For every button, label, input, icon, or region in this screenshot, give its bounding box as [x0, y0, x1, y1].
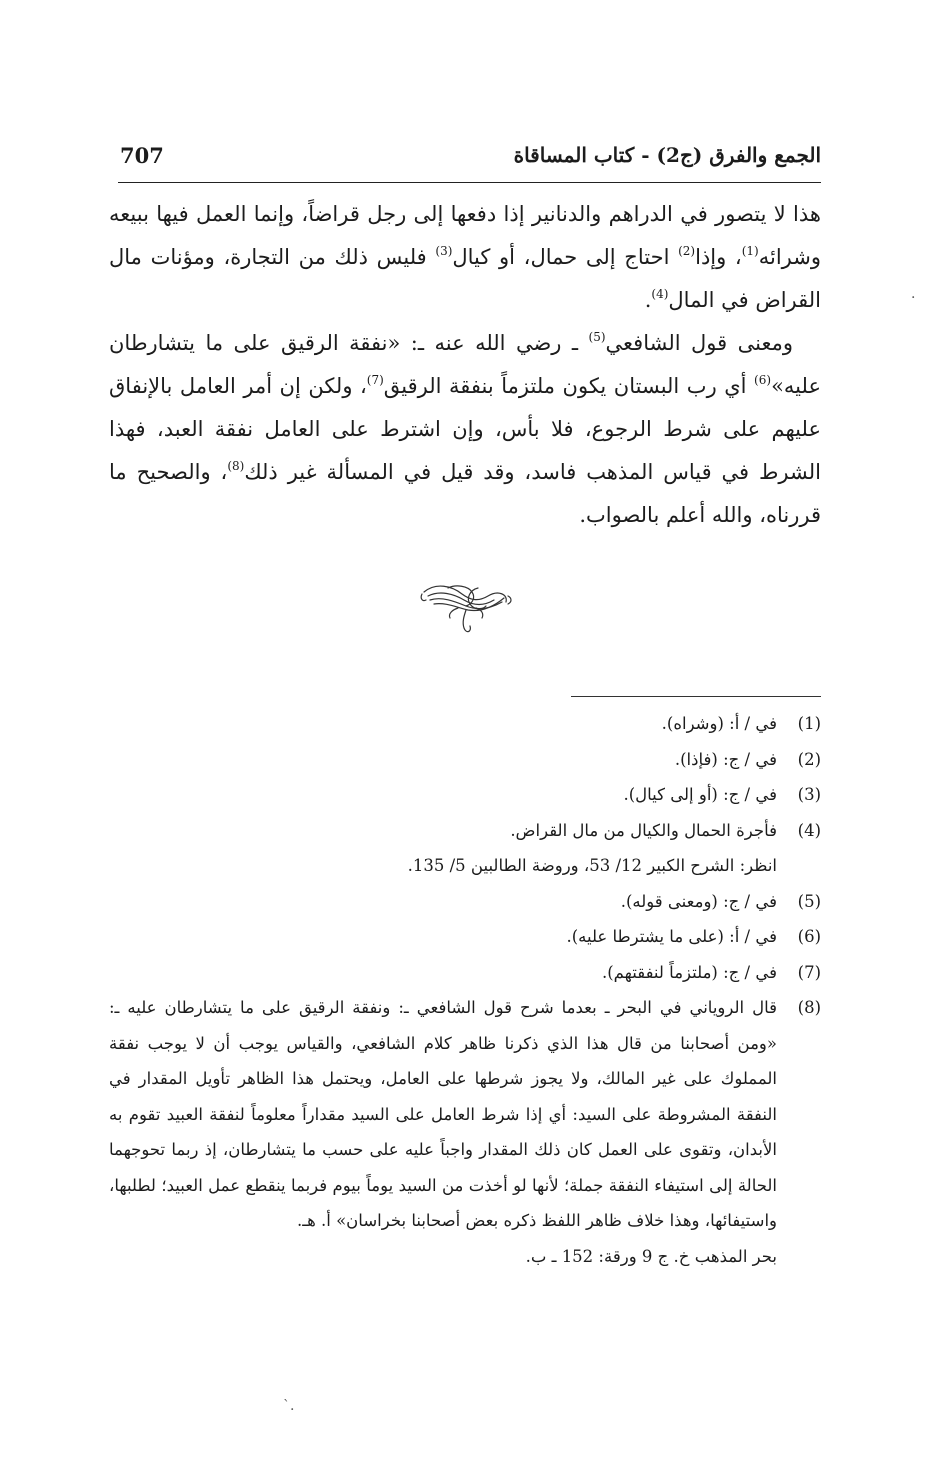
text-run: احتاج إلى حمال، أو كيال	[452, 245, 679, 269]
footnote-1	[109, 706, 821, 742]
footnote-5	[109, 884, 821, 920]
footnote-7	[109, 955, 821, 991]
header-rule	[118, 182, 821, 183]
footnote-number: (7)	[797, 962, 821, 982]
footnote-ref-2: (2)	[678, 244, 696, 258]
text-run: ، وإذا	[695, 245, 742, 269]
text-run: ـ رضي الله عنه ـ: «نفقة الرقيق على ما يتشارطان عليه»	[109, 331, 821, 398]
footnote-number: (5)	[797, 891, 821, 911]
footnote-4	[109, 813, 821, 849]
paragraph-2	[109, 322, 821, 537]
footnotes	[109, 706, 821, 1274]
footnote-8-reference: بحر المذهب خ. ج 9 ورقة: 152 ـ ب.	[525, 1246, 777, 1266]
text-run: أي رب البستان يكون ملتزماً بنفقة الرقيق	[383, 374, 755, 398]
text-run: ، ولكن إن أمر العامل بالإنفاق عليهم على شرط الرجوع، فلا بأس، وإن اشترط على العامل نفقة العبد، فهذا الشرط في قياس المذهب فاسد، وقد قيل في المسألة غير ذلك	[109, 374, 821, 484]
footnote-ref-3: (3)	[435, 244, 453, 258]
footnote-text: في / ج: (أو إلى كيال).	[623, 785, 777, 804]
floral-ornament-icon	[418, 580, 514, 638]
text-run: هذا لا يتصور في الدراهم والدنانير إذا دفعها إلى رجل قراضاً، وإنما العمل فيها ببيعه وشرائه	[109, 202, 821, 269]
text-run: .	[644, 288, 652, 312]
footnote-number: (4)	[797, 820, 821, 840]
footnote-text: في / ج: (ملتزماً لنفقتهم).	[601, 962, 777, 982]
footnote-ref-1: (1)	[741, 244, 759, 258]
footnote-number: (8)	[797, 998, 821, 1017]
footnote-ref-6: (6)	[754, 373, 772, 387]
footnote-number: (2)	[797, 749, 821, 769]
footnote-8	[109, 990, 821, 1239]
footnote-rule	[571, 696, 821, 697]
footnote-text: في / أ: (وشراه).	[661, 714, 777, 733]
text-run: فليس ذلك من التجارة، ومؤنات مال القراض في المال	[109, 245, 821, 312]
text-run: ومعنى قول الشافعي	[605, 331, 793, 355]
footnote-ref-5: (5)	[588, 330, 606, 344]
footnote-ref-4: (4)	[651, 287, 669, 301]
footnote-ref-7: (7)	[366, 373, 384, 387]
footnote-3	[109, 777, 821, 813]
running-head: الجمع والفرق (ج2) - كتاب المساقاة	[513, 143, 821, 167]
footnote-6	[109, 919, 821, 955]
footnote-ref-8: (8)	[227, 459, 245, 473]
footnote-number: (6)	[797, 927, 821, 946]
stray-mark: `.	[283, 1398, 295, 1414]
paragraph-1	[109, 193, 821, 322]
footnote-text: فأجرة الحمال والكيال من مال القراض.	[510, 820, 777, 840]
main-text	[109, 193, 821, 537]
footnote-text: في / أ: (على ما يشترطا عليه).	[566, 927, 777, 946]
footnote-number: (3)	[797, 785, 821, 804]
footnote-4-reference: انظر: الشرح الكبير 12/ 53، وروضة الطالبين 5/ 135.	[407, 856, 777, 875]
footnote-2	[109, 742, 821, 778]
text-run: ، والصحيح ما قررناه، والله أعلم بالصواب.	[109, 460, 821, 527]
footnote-text: في / ج: (ومعنى قوله).	[620, 891, 777, 911]
stray-dot: ·	[911, 290, 916, 306]
page-number: 707	[120, 143, 164, 168]
footnote-text: قال الروياني في البحر ـ بعدما شرح قول الشافعي ـ: ونفقة الرقيق على ما يتشارطان عليه ـ: «ومن أصحابنا من قال هذا الذي ذكرنا ظاهر كلام الشافعي، والقياس يوجب أن لا يوجب نفقة المملوك على غير المالك، ولا يجوز شرطها على العامل، ويحتمل هذا الظاهر تأويل المقدار في النفقة المشروطة على السيد: أي إذا شرط العامل على السيد مقداراً معلوماً لنفقة العبيد تقوم به الأبدان، وتقوى على العمل كان ذلك المقدار واجباً عليه على حسب ما يتشارطان، إذ ربما تحوجهما الحالة إلى استيفاء النفقة جملة؛ لأنها لو أخذت من السيد يوماً بيوم فربما ينقطع عمل العبيد؛ لطلبها، واستيفائها، وهذا خلاف ظاهر اللفظ ذكره بعض أصحابنا بخراسان» أ. هـ.	[109, 998, 777, 1230]
footnote-text: في / ج: (فإذا).	[674, 749, 777, 769]
footnote-number: (1)	[797, 714, 821, 733]
